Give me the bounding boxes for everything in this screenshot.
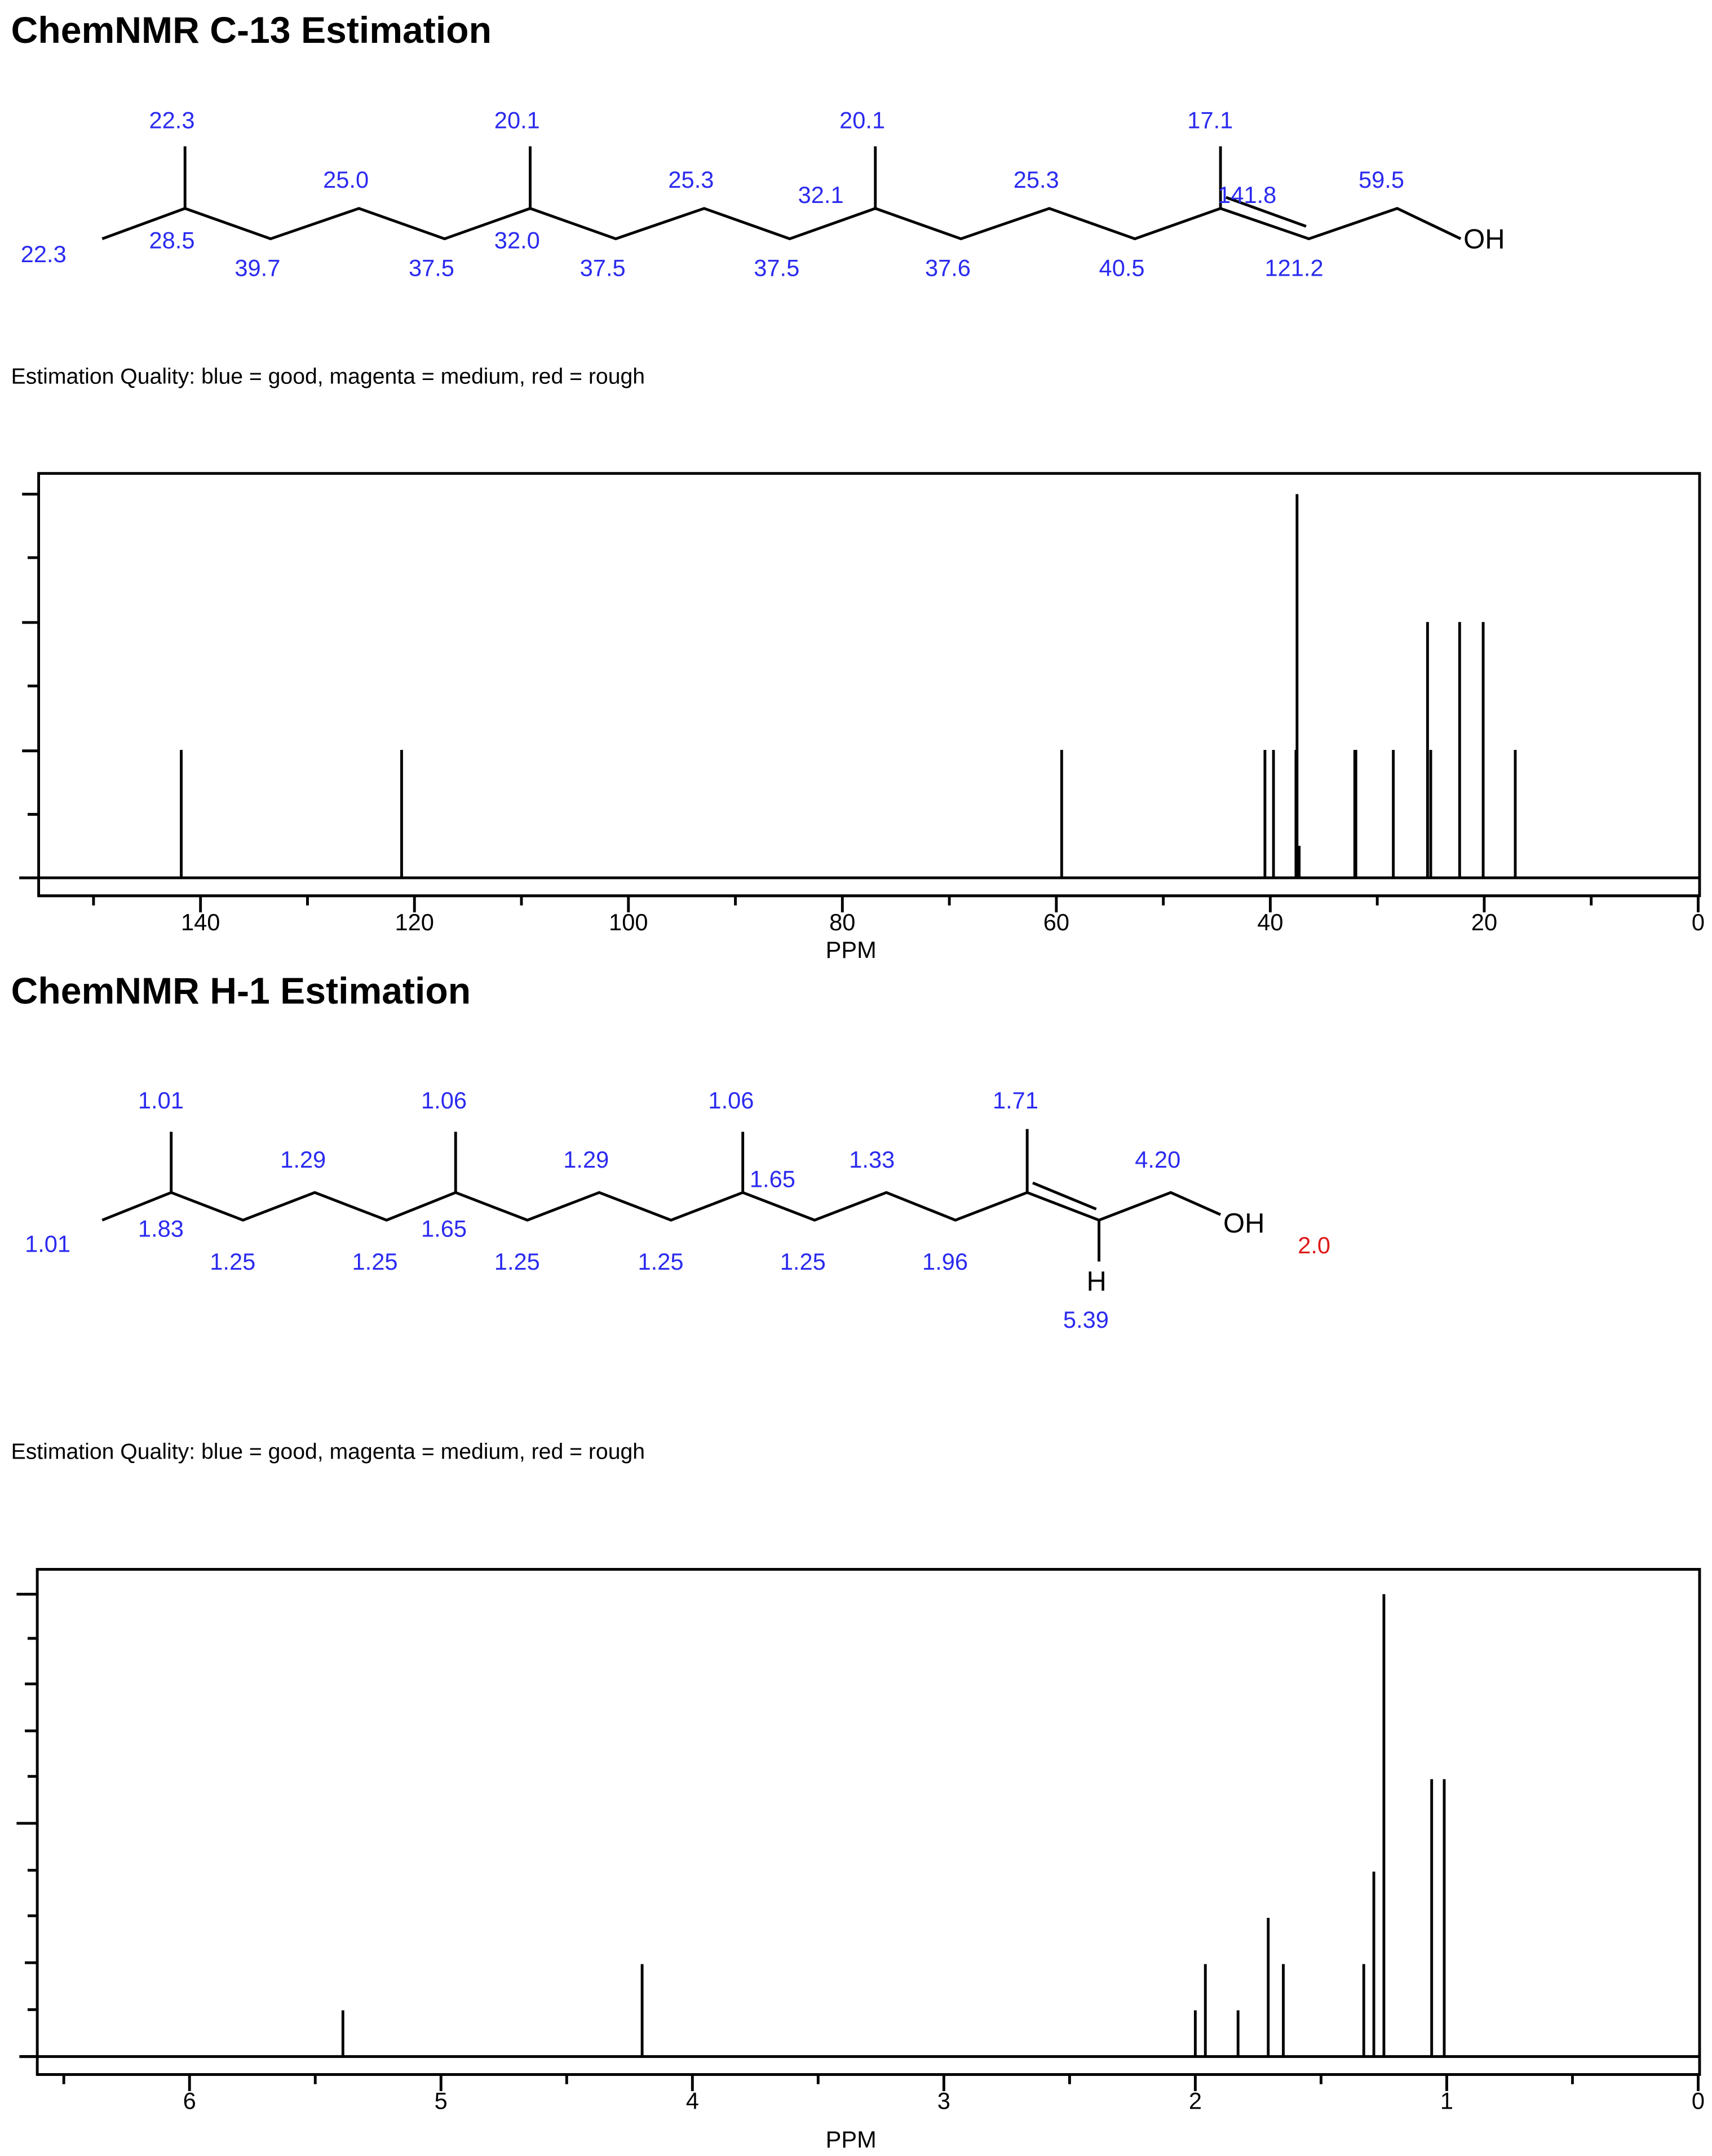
x-tick-label: 0	[1691, 909, 1705, 936]
x-tick-label: 20	[1471, 909, 1498, 936]
h1-shift-label-rough: 2.0	[1298, 1231, 1331, 1258]
h1-spectrum-chart	[16, 1569, 1705, 2153]
c13-shift-label: 121.2	[1264, 254, 1324, 281]
h1-carbon-chain	[102, 1192, 1220, 1220]
c13-shift-label: 37.5	[579, 254, 626, 281]
h1-title: ChemNMR H-1 Estimation	[11, 970, 471, 1012]
c13-plot-frame	[39, 474, 1700, 896]
c13-shift-label: 25.3	[1013, 166, 1059, 193]
c13-shift-label: 141.8	[1218, 181, 1277, 208]
h1-shift-label: 5.39	[1063, 1306, 1109, 1333]
c13-shift-label: 22.3	[149, 107, 195, 134]
h1-plot-frame	[37, 1569, 1700, 2074]
x-tick-label: 3	[937, 2087, 950, 2114]
c13-shift-label: 32.1	[798, 181, 844, 208]
h1-quality-note: Estimation Quality: blue = good, magenta = medium, red = rough	[11, 1439, 645, 1464]
h1-y-ticks	[16, 1594, 37, 2057]
h1-shift-label: 1.83	[138, 1215, 184, 1242]
h1-shift-label: 1.06	[421, 1086, 467, 1114]
c13-title: ChemNMR C-13 Estimation	[11, 9, 492, 51]
x-tick-label: 6	[183, 2087, 196, 2114]
x-tick-label: 0	[1691, 2087, 1705, 2114]
h1-shift-label: 1.01	[25, 1230, 71, 1257]
h1-shift-label: 1.25	[210, 1248, 256, 1275]
h1-x-axis	[37, 2074, 1705, 2114]
c13-carbon-chain	[102, 209, 1461, 239]
c13-shift-label: 22.3	[20, 241, 67, 268]
h1-shift-label: 1.29	[280, 1146, 326, 1173]
x-tick-label: 4	[685, 2087, 699, 2114]
h1-shift-label: 1.25	[352, 1248, 398, 1275]
x-tick-label: 5	[434, 2087, 448, 2114]
c13-shift-label: 17.1	[1187, 107, 1233, 134]
h1-double-bond	[1033, 1183, 1096, 1209]
c13-shift-label: 25.0	[323, 166, 369, 193]
c13-quality-note: Estimation Quality: blue = good, magenta = medium, red = rough	[11, 364, 645, 389]
c13-shift-label: 37.5	[754, 254, 800, 281]
c13-spectrum-chart	[19, 474, 1705, 963]
h1-shift-label: 1.25	[780, 1248, 826, 1275]
h1-shift-label: 1.33	[849, 1146, 895, 1173]
h1-x-axis-title: PPM	[825, 2126, 877, 2153]
x-tick-label: 140	[180, 909, 220, 936]
h1-shift-label: 1.71	[992, 1086, 1038, 1114]
c13-peaks	[182, 494, 1515, 878]
h1-shift-label: 1.25	[494, 1248, 540, 1275]
c13-shift-label: 37.6	[924, 254, 971, 281]
x-tick-label: 60	[1043, 909, 1070, 936]
c13-shift-label: 20.1	[839, 107, 886, 134]
c13-shift-label: 37.5	[408, 254, 454, 281]
h1-peaks	[343, 1594, 1444, 2057]
x-tick-label: 80	[829, 909, 856, 936]
c13-structure	[21, 107, 1505, 281]
h1-shift-label: 4.20	[1135, 1146, 1181, 1173]
x-tick-label: 1	[1440, 2087, 1454, 2114]
c13-hydroxyl-label: OH	[1463, 224, 1505, 255]
x-tick-label: 120	[395, 909, 434, 936]
c13-shift-label: 28.5	[149, 227, 195, 254]
x-tick-label: 40	[1257, 909, 1284, 936]
c13-shift-label: 39.7	[235, 254, 281, 281]
h1-shift-label: 1.65	[749, 1165, 795, 1192]
c13-shift-label: 25.3	[668, 166, 714, 193]
h1-shift-label: 1.01	[138, 1086, 184, 1114]
c13-y-ticks	[19, 494, 38, 878]
c13-shift-label: 20.1	[494, 107, 540, 134]
c13-shift-label: 32.0	[494, 227, 540, 254]
h1-shift-label: 1.96	[922, 1248, 968, 1275]
h1-shift-label: 1.29	[563, 1146, 609, 1173]
x-tick-label: 2	[1188, 2087, 1202, 2114]
c13-shift-label: 40.5	[1099, 254, 1145, 281]
h1-shift-label: 1.65	[421, 1215, 467, 1242]
h1-shift-label: 1.25	[638, 1248, 684, 1275]
c13-shift-label: 59.5	[1359, 166, 1405, 193]
c13-x-axis	[39, 896, 1705, 935]
h1-vinyl-h-label: H	[1086, 1266, 1107, 1297]
h1-hydroxyl-label: OH	[1223, 1208, 1265, 1239]
h1-structure	[25, 1087, 1330, 1333]
x-tick-label: 100	[609, 909, 648, 936]
c13-x-axis-title: PPM	[825, 936, 877, 963]
h1-shift-label: 1.06	[708, 1086, 754, 1114]
